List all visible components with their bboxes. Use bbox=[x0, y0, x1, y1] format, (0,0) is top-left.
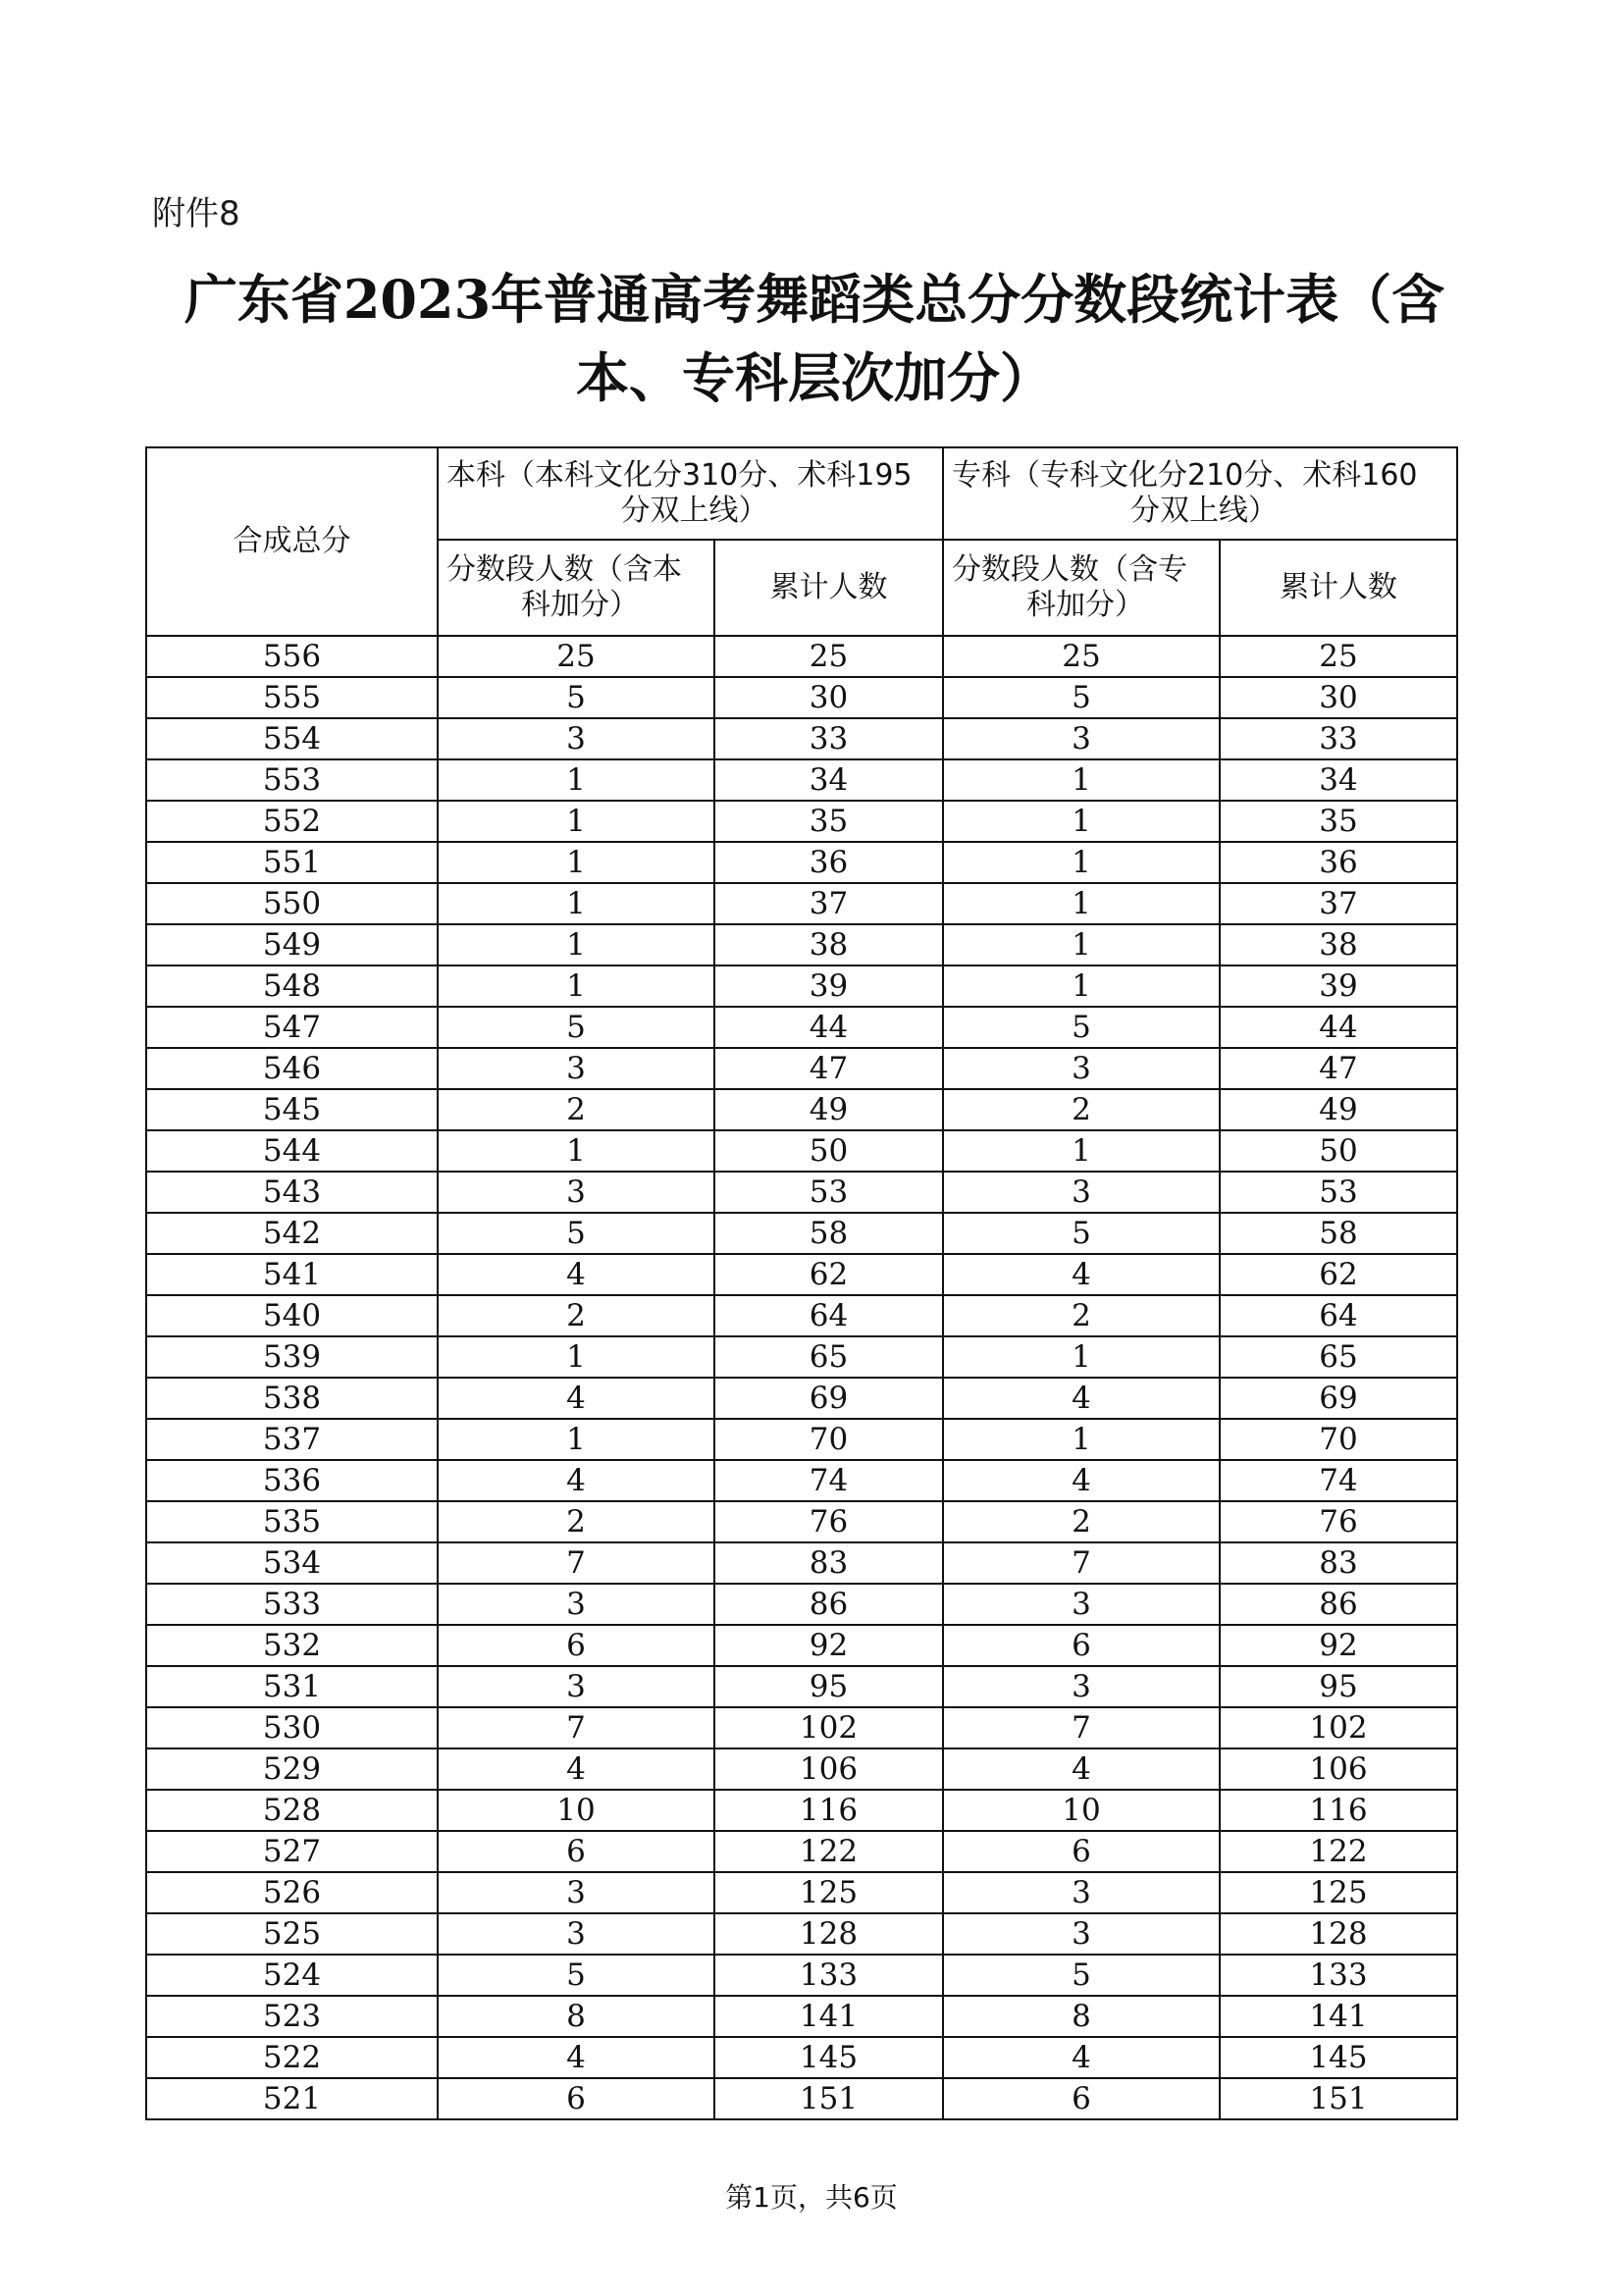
undergraduate-cumulative-cell: 76 bbox=[714, 1501, 943, 1542]
undergraduate-count-cell: 25 bbox=[438, 636, 714, 677]
junior-college-count-cell: 1 bbox=[943, 883, 1220, 924]
junior-college-count-cell: 6 bbox=[943, 1625, 1220, 1666]
undergraduate-cumulative-cell: 69 bbox=[714, 1378, 943, 1419]
table-row bbox=[146, 1130, 1457, 1172]
total-score-cell: 524 bbox=[146, 1955, 438, 1996]
junior-college-count-cell: 3 bbox=[943, 1666, 1220, 1707]
junior-college-cumulative-cell: 35 bbox=[1220, 801, 1457, 842]
junior-college-count-cell: 3 bbox=[943, 1172, 1220, 1213]
header-undergraduate-group bbox=[438, 447, 943, 540]
junior-college-count-cell: 1 bbox=[943, 801, 1220, 842]
document-title-line-2: 本、专科层次加分） bbox=[576, 346, 1053, 409]
junior-college-cumulative-cell: 37 bbox=[1220, 883, 1457, 924]
table-row bbox=[146, 2078, 1457, 2119]
junior-college-count-cell: 1 bbox=[943, 1419, 1220, 1460]
header-undergraduate-count-line-2: 科加分） bbox=[521, 588, 639, 622]
junior-college-count-cell: 7 bbox=[943, 1707, 1220, 1748]
undergraduate-count-cell: 3 bbox=[438, 1584, 714, 1625]
table-row bbox=[146, 1996, 1457, 2037]
table-row bbox=[146, 1707, 1457, 1748]
table-row bbox=[146, 759, 1457, 801]
junior-college-count-cell: 1 bbox=[943, 924, 1220, 965]
undergraduate-count-cell: 3 bbox=[438, 718, 714, 759]
table-row bbox=[146, 1666, 1457, 1707]
table-row bbox=[146, 1625, 1457, 1666]
undergraduate-cumulative-cell: 49 bbox=[714, 1089, 943, 1130]
undergraduate-cumulative-cell: 58 bbox=[714, 1213, 943, 1254]
table-row bbox=[146, 718, 1457, 759]
total-score-cell: 534 bbox=[146, 1542, 438, 1584]
undergraduate-cumulative-cell: 34 bbox=[714, 759, 943, 801]
junior-college-count-cell: 5 bbox=[943, 677, 1220, 718]
junior-college-count-cell: 2 bbox=[943, 1501, 1220, 1542]
total-score-cell: 543 bbox=[146, 1172, 438, 1213]
total-score-cell: 555 bbox=[146, 677, 438, 718]
undergraduate-count-cell: 1 bbox=[438, 759, 714, 801]
total-score-cell: 535 bbox=[146, 1501, 438, 1542]
junior-college-cumulative-cell: 62 bbox=[1220, 1254, 1457, 1295]
table-row bbox=[146, 1295, 1457, 1336]
total-score-cell: 542 bbox=[146, 1213, 438, 1254]
undergraduate-count-cell: 1 bbox=[438, 1336, 714, 1378]
total-score-cell: 551 bbox=[146, 842, 438, 883]
junior-college-cumulative-cell: 83 bbox=[1220, 1542, 1457, 1584]
undergraduate-cumulative-cell: 83 bbox=[714, 1542, 943, 1584]
document-title-line-1: 广东省2023年普通高考舞蹈类总分分数段统计表（含 bbox=[183, 268, 1445, 331]
junior-college-count-cell: 4 bbox=[943, 1460, 1220, 1501]
table-row bbox=[146, 1254, 1457, 1295]
junior-college-cumulative-cell: 49 bbox=[1220, 1089, 1457, 1130]
undergraduate-count-cell: 1 bbox=[438, 801, 714, 842]
total-score-cell: 541 bbox=[146, 1254, 438, 1295]
header-undergraduate-count-line-1: 分数段人数（含本 bbox=[446, 552, 682, 587]
undergraduate-count-cell: 4 bbox=[438, 1748, 714, 1790]
table-row bbox=[146, 1419, 1457, 1460]
table-row bbox=[146, 842, 1457, 883]
undergraduate-count-cell: 4 bbox=[438, 2037, 714, 2078]
junior-college-cumulative-cell: 38 bbox=[1220, 924, 1457, 965]
table-row bbox=[146, 1955, 1457, 1996]
table-row bbox=[146, 1007, 1457, 1048]
undergraduate-count-cell: 5 bbox=[438, 1007, 714, 1048]
table-row bbox=[146, 2037, 1457, 2078]
undergraduate-count-cell: 4 bbox=[438, 1460, 714, 1501]
total-score-cell: 553 bbox=[146, 759, 438, 801]
undergraduate-cumulative-cell: 30 bbox=[714, 677, 943, 718]
junior-college-count-cell: 4 bbox=[943, 1378, 1220, 1419]
junior-college-cumulative-cell: 47 bbox=[1220, 1048, 1457, 1089]
undergraduate-cumulative-cell: 62 bbox=[714, 1254, 943, 1295]
undergraduate-cumulative-cell: 74 bbox=[714, 1460, 943, 1501]
undergraduate-count-cell: 1 bbox=[438, 1130, 714, 1172]
attachment-label: 附件8 bbox=[152, 194, 240, 234]
undergraduate-count-cell: 7 bbox=[438, 1707, 714, 1748]
table-row bbox=[146, 965, 1457, 1007]
total-score-cell: 550 bbox=[146, 883, 438, 924]
junior-college-cumulative-cell: 39 bbox=[1220, 965, 1457, 1007]
table-row bbox=[146, 1048, 1457, 1089]
header-undergraduate-cumulative: 累计人数 bbox=[714, 540, 943, 636]
undergraduate-count-cell: 2 bbox=[438, 1089, 714, 1130]
junior-college-cumulative-cell: 95 bbox=[1220, 1666, 1457, 1707]
undergraduate-cumulative-cell: 151 bbox=[714, 2078, 943, 2119]
junior-college-cumulative-cell: 36 bbox=[1220, 842, 1457, 883]
total-score-cell: 526 bbox=[146, 1872, 438, 1913]
total-score-cell: 544 bbox=[146, 1130, 438, 1172]
junior-college-cumulative-cell: 74 bbox=[1220, 1460, 1457, 1501]
table-row bbox=[146, 677, 1457, 718]
undergraduate-cumulative-cell: 122 bbox=[714, 1831, 943, 1872]
undergraduate-count-cell: 6 bbox=[438, 1625, 714, 1666]
total-score-cell: 548 bbox=[146, 965, 438, 1007]
undergraduate-count-cell: 5 bbox=[438, 1213, 714, 1254]
undergraduate-cumulative-cell: 92 bbox=[714, 1625, 943, 1666]
header-undergraduate-line-1: 本科（本科文化分310分、术科195 bbox=[446, 458, 913, 493]
undergraduate-cumulative-cell: 95 bbox=[714, 1666, 943, 1707]
junior-college-cumulative-cell: 86 bbox=[1220, 1584, 1457, 1625]
total-score-cell: 537 bbox=[146, 1419, 438, 1460]
undergraduate-count-cell: 6 bbox=[438, 1831, 714, 1872]
total-score-cell: 538 bbox=[146, 1378, 438, 1419]
undergraduate-count-cell: 3 bbox=[438, 1913, 714, 1955]
undergraduate-count-cell: 1 bbox=[438, 883, 714, 924]
undergraduate-count-cell: 4 bbox=[438, 1378, 714, 1419]
junior-college-cumulative-cell: 33 bbox=[1220, 718, 1457, 759]
junior-college-count-cell: 6 bbox=[943, 1831, 1220, 1872]
undergraduate-cumulative-cell: 36 bbox=[714, 842, 943, 883]
junior-college-cumulative-cell: 125 bbox=[1220, 1872, 1457, 1913]
undergraduate-cumulative-cell: 53 bbox=[714, 1172, 943, 1213]
junior-college-cumulative-cell: 116 bbox=[1220, 1790, 1457, 1831]
header-junior-college-line-2: 分双上线） bbox=[1130, 494, 1278, 528]
total-score-cell: 552 bbox=[146, 801, 438, 842]
undergraduate-count-cell: 10 bbox=[438, 1790, 714, 1831]
undergraduate-count-cell: 2 bbox=[438, 1295, 714, 1336]
undergraduate-cumulative-cell: 35 bbox=[714, 801, 943, 842]
junior-college-cumulative-cell: 145 bbox=[1220, 2037, 1457, 2078]
junior-college-cumulative-cell: 25 bbox=[1220, 636, 1457, 677]
junior-college-count-cell: 5 bbox=[943, 1955, 1220, 1996]
total-score-cell: 556 bbox=[146, 636, 438, 677]
junior-college-count-cell: 6 bbox=[943, 2078, 1220, 2119]
junior-college-count-cell: 1 bbox=[943, 759, 1220, 801]
table-row bbox=[146, 1089, 1457, 1130]
undergraduate-count-cell: 2 bbox=[438, 1501, 714, 1542]
undergraduate-cumulative-cell: 39 bbox=[714, 965, 943, 1007]
junior-college-count-cell: 5 bbox=[943, 1007, 1220, 1048]
junior-college-cumulative-cell: 70 bbox=[1220, 1419, 1457, 1460]
table-body bbox=[146, 636, 1457, 2119]
junior-college-count-cell: 3 bbox=[943, 718, 1220, 759]
junior-college-count-cell: 5 bbox=[943, 1213, 1220, 1254]
total-score-cell: 547 bbox=[146, 1007, 438, 1048]
undergraduate-cumulative-cell: 38 bbox=[714, 924, 943, 965]
table-row bbox=[146, 1172, 1457, 1213]
junior-college-cumulative-cell: 102 bbox=[1220, 1707, 1457, 1748]
undergraduate-cumulative-cell: 125 bbox=[714, 1872, 943, 1913]
header-junior-college-count bbox=[943, 540, 1220, 636]
table-row bbox=[146, 1336, 1457, 1378]
junior-college-cumulative-cell: 58 bbox=[1220, 1213, 1457, 1254]
total-score-cell: 533 bbox=[146, 1584, 438, 1625]
junior-college-count-cell: 25 bbox=[943, 636, 1220, 677]
undergraduate-cumulative-cell: 128 bbox=[714, 1913, 943, 1955]
undergraduate-cumulative-cell: 116 bbox=[714, 1790, 943, 1831]
junior-college-count-cell: 3 bbox=[943, 1584, 1220, 1625]
header-junior-college-line-1: 专科（专科文化分210分、术科160 bbox=[952, 458, 1418, 493]
table-row bbox=[146, 1831, 1457, 1872]
total-score-cell: 545 bbox=[146, 1089, 438, 1130]
table-row bbox=[146, 801, 1457, 842]
undergraduate-count-cell: 1 bbox=[438, 924, 714, 965]
junior-college-cumulative-cell: 50 bbox=[1220, 1130, 1457, 1172]
table-row bbox=[146, 1378, 1457, 1419]
undergraduate-count-cell: 5 bbox=[438, 677, 714, 718]
header-junior-college-count-line-2: 科加分） bbox=[1026, 588, 1144, 622]
undergraduate-cumulative-cell: 25 bbox=[714, 636, 943, 677]
header-junior-college-group bbox=[943, 447, 1457, 540]
score-statistics-table bbox=[145, 446, 1458, 2120]
junior-college-cumulative-cell: 122 bbox=[1220, 1831, 1457, 1872]
header-undergraduate-count bbox=[438, 540, 714, 636]
junior-college-cumulative-cell: 53 bbox=[1220, 1172, 1457, 1213]
total-score-cell: 532 bbox=[146, 1625, 438, 1666]
undergraduate-cumulative-cell: 47 bbox=[714, 1048, 943, 1089]
undergraduate-cumulative-cell: 86 bbox=[714, 1584, 943, 1625]
undergraduate-count-cell: 3 bbox=[438, 1172, 714, 1213]
junior-college-cumulative-cell: 44 bbox=[1220, 1007, 1457, 1048]
undergraduate-count-cell: 5 bbox=[438, 1955, 714, 1996]
junior-college-count-cell: 3 bbox=[943, 1872, 1220, 1913]
header-undergraduate-line-2: 分双上线） bbox=[620, 494, 768, 528]
table-row bbox=[146, 1213, 1457, 1254]
total-score-cell: 536 bbox=[146, 1460, 438, 1501]
total-score-cell: 530 bbox=[146, 1707, 438, 1748]
undergraduate-cumulative-cell: 44 bbox=[714, 1007, 943, 1048]
undergraduate-count-cell: 1 bbox=[438, 965, 714, 1007]
undergraduate-cumulative-cell: 102 bbox=[714, 1707, 943, 1748]
undergraduate-count-cell: 3 bbox=[438, 1048, 714, 1089]
undergraduate-count-cell: 1 bbox=[438, 842, 714, 883]
table-row bbox=[146, 924, 1457, 965]
page-footer: 第1页，共6页 bbox=[725, 2181, 898, 2214]
junior-college-cumulative-cell: 34 bbox=[1220, 759, 1457, 801]
total-score-cell: 539 bbox=[146, 1336, 438, 1378]
junior-college-count-cell: 1 bbox=[943, 842, 1220, 883]
total-score-cell: 554 bbox=[146, 718, 438, 759]
undergraduate-cumulative-cell: 64 bbox=[714, 1295, 943, 1336]
table-row bbox=[146, 636, 1457, 677]
junior-college-count-cell: 7 bbox=[943, 1542, 1220, 1584]
header-junior-college-cumulative: 累计人数 bbox=[1220, 540, 1457, 636]
undergraduate-cumulative-cell: 70 bbox=[714, 1419, 943, 1460]
total-score-cell: 528 bbox=[146, 1790, 438, 1831]
table-row bbox=[146, 1872, 1457, 1913]
header-total-score: 合成总分 bbox=[146, 447, 438, 636]
junior-college-cumulative-cell: 92 bbox=[1220, 1625, 1457, 1666]
junior-college-cumulative-cell: 76 bbox=[1220, 1501, 1457, 1542]
undergraduate-count-cell: 3 bbox=[438, 1666, 714, 1707]
junior-college-count-cell: 2 bbox=[943, 1089, 1220, 1130]
junior-college-cumulative-cell: 64 bbox=[1220, 1295, 1457, 1336]
undergraduate-count-cell: 7 bbox=[438, 1542, 714, 1584]
table-row bbox=[146, 1460, 1457, 1501]
junior-college-count-cell: 10 bbox=[943, 1790, 1220, 1831]
junior-college-count-cell: 8 bbox=[943, 1996, 1220, 2037]
total-score-cell: 525 bbox=[146, 1913, 438, 1955]
undergraduate-cumulative-cell: 133 bbox=[714, 1955, 943, 1996]
undergraduate-cumulative-cell: 145 bbox=[714, 2037, 943, 2078]
junior-college-cumulative-cell: 133 bbox=[1220, 1955, 1457, 1996]
total-score-cell: 549 bbox=[146, 924, 438, 965]
junior-college-count-cell: 3 bbox=[943, 1913, 1220, 1955]
undergraduate-cumulative-cell: 141 bbox=[714, 1996, 943, 2037]
table-row bbox=[146, 1542, 1457, 1584]
header-junior-college-count-line-1: 分数段人数（含专 bbox=[952, 552, 1187, 587]
total-score-cell: 522 bbox=[146, 2037, 438, 2078]
table-row bbox=[146, 883, 1457, 924]
table-row bbox=[146, 1913, 1457, 1955]
junior-college-cumulative-cell: 128 bbox=[1220, 1913, 1457, 1955]
undergraduate-cumulative-cell: 65 bbox=[714, 1336, 943, 1378]
junior-college-cumulative-cell: 151 bbox=[1220, 2078, 1457, 2119]
undergraduate-cumulative-cell: 106 bbox=[714, 1748, 943, 1790]
undergraduate-count-cell: 6 bbox=[438, 2078, 714, 2119]
total-score-cell: 546 bbox=[146, 1048, 438, 1089]
junior-college-count-cell: 4 bbox=[943, 1254, 1220, 1295]
junior-college-count-cell: 1 bbox=[943, 965, 1220, 1007]
junior-college-cumulative-cell: 65 bbox=[1220, 1336, 1457, 1378]
table-row bbox=[146, 1584, 1457, 1625]
junior-college-count-cell: 1 bbox=[943, 1336, 1220, 1378]
total-score-cell: 531 bbox=[146, 1666, 438, 1707]
undergraduate-count-cell: 4 bbox=[438, 1254, 714, 1295]
junior-college-count-cell: 4 bbox=[943, 2037, 1220, 2078]
total-score-cell: 540 bbox=[146, 1295, 438, 1336]
undergraduate-count-cell: 1 bbox=[438, 1419, 714, 1460]
table-row bbox=[146, 1748, 1457, 1790]
undergraduate-cumulative-cell: 50 bbox=[714, 1130, 943, 1172]
undergraduate-count-cell: 8 bbox=[438, 1996, 714, 2037]
undergraduate-cumulative-cell: 33 bbox=[714, 718, 943, 759]
total-score-cell: 523 bbox=[146, 1996, 438, 2037]
total-score-cell: 527 bbox=[146, 1831, 438, 1872]
undergraduate-count-cell: 3 bbox=[438, 1872, 714, 1913]
junior-college-cumulative-cell: 30 bbox=[1220, 677, 1457, 718]
junior-college-count-cell: 4 bbox=[943, 1748, 1220, 1790]
junior-college-cumulative-cell: 69 bbox=[1220, 1378, 1457, 1419]
table-row bbox=[146, 1501, 1457, 1542]
total-score-cell: 521 bbox=[146, 2078, 438, 2119]
total-score-cell: 529 bbox=[146, 1748, 438, 1790]
table-row bbox=[146, 1790, 1457, 1831]
junior-college-cumulative-cell: 141 bbox=[1220, 1996, 1457, 2037]
junior-college-count-cell: 2 bbox=[943, 1295, 1220, 1336]
junior-college-cumulative-cell: 106 bbox=[1220, 1748, 1457, 1790]
undergraduate-cumulative-cell: 37 bbox=[714, 883, 943, 924]
junior-college-count-cell: 1 bbox=[943, 1130, 1220, 1172]
junior-college-count-cell: 3 bbox=[943, 1048, 1220, 1089]
